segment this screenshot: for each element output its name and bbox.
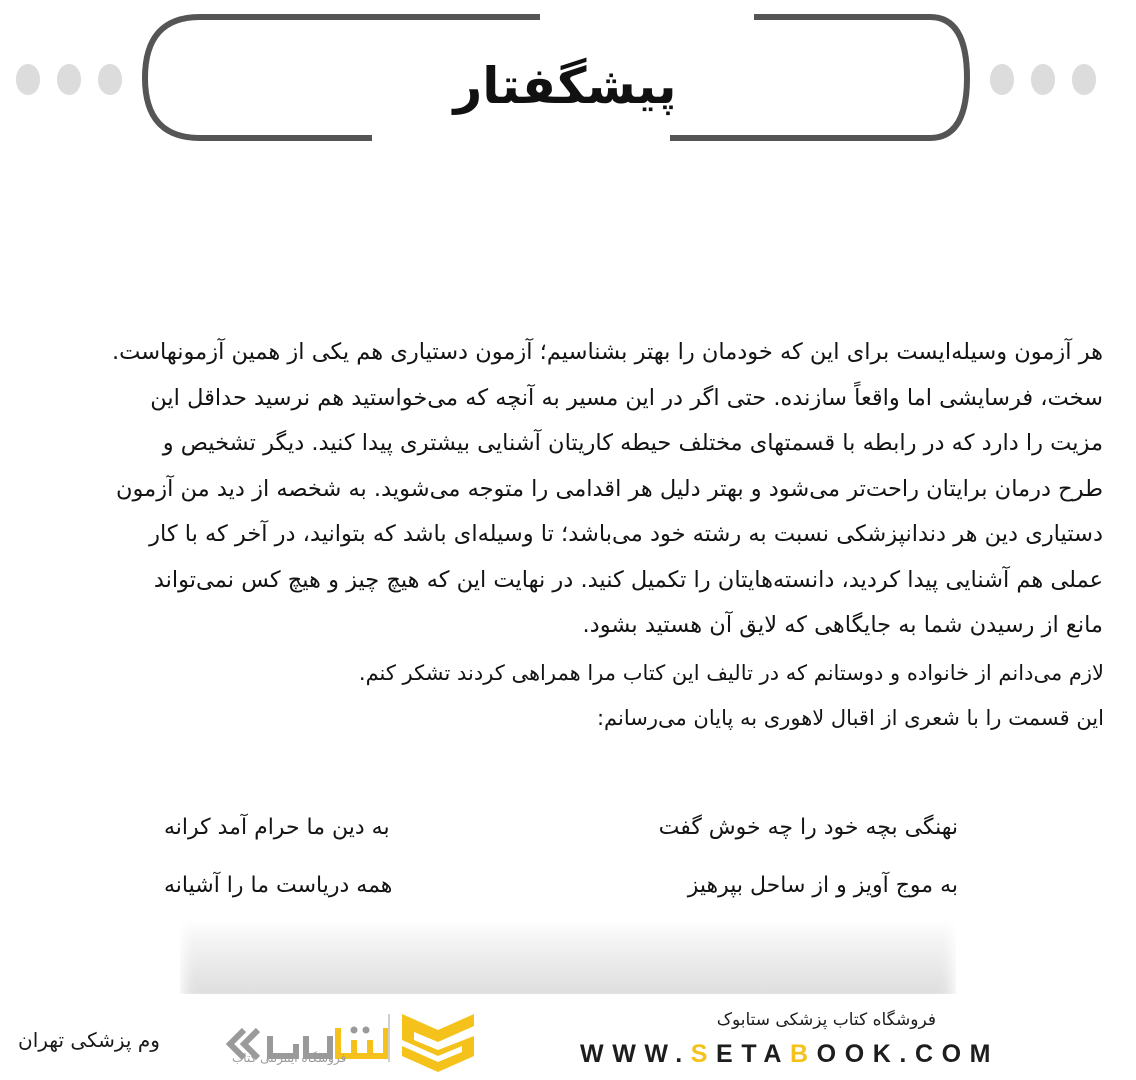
url-part: WWW. (580, 1040, 691, 1068)
url-part: ETA (716, 1040, 790, 1068)
page-title: پیشگفتار (453, 57, 677, 115)
store-url-link[interactable] (580, 1040, 999, 1069)
setabook-emblem-icon (400, 1010, 476, 1074)
url-accent-letter: B (790, 1040, 817, 1068)
poem-intro-text: این قسمت را با شعری از اقبال لاهوری به پایان می‌رسانم: (596, 706, 1104, 730)
text-line: عملی هم آشنایی پیدا کردید، دانسته‌هایتان را تکمیل کنید. در نهایت این که هیچ چیز و هیچ کس نمی‌تواند (153, 566, 1103, 593)
decorative-dots-right (990, 64, 1096, 95)
footer-left-text: وم پزشکی تهران (18, 1028, 160, 1052)
acknowledgement-text: لازم می‌دانم از خانواده و دوستانم که در تالیف این کتاب مرا همراهی کردند تشکر کنم. (358, 661, 1104, 685)
dot-icon (1031, 64, 1055, 95)
dot-icon (1072, 64, 1096, 95)
text-line: طرح درمان برایتان راحت‌تر می‌شود و بهتر دلیل هر اقدامی را متوجه می‌شوید. به شخصه از دید من آزمون (116, 475, 1103, 502)
url-accent-letter: S (690, 1040, 717, 1068)
text-line: مانع از رسیدن شما به جایگاهی که لایق آن هستید بشود. (582, 612, 1103, 638)
preface-paragraph (18, 330, 1103, 649)
poem-hemistich-first: به موج آویز و از ساحل بپرهیز (687, 872, 958, 898)
store-name: فروشگاه کتاب پزشکی ستابوک (716, 1010, 936, 1030)
text-line: سخت، فرسایشی اما واقعاً سازنده. حتی اگر در این مسیر به آنچه که می‌خواستید هم نرسید حداقل این (150, 384, 1103, 411)
acknowledgement-block (104, 651, 1104, 741)
setabook-wordmark-icon (222, 1012, 402, 1076)
footer-divider (388, 1014, 390, 1062)
poem (140, 798, 970, 914)
chapter-header (0, 0, 1136, 160)
text-line: دستیاری دین هر دندانپزشکی نسبت به رشته خود می‌باشد؛ تا وسیله‌ای باشد که بتوانید، در آخر که با کار (149, 521, 1103, 547)
publisher-footer (0, 994, 1136, 1080)
brand-subtitle: فروشگاه اینترنتی کتاب (232, 1051, 347, 1065)
poem-hemistich-second: به دین ما حرام آمد کرانه (164, 814, 390, 840)
poem-hemistich-second: همه دریاست ما را آشیانه (164, 872, 393, 898)
poem-hemistich-first: نهنگی بچه خود را چه خوش گفت (658, 814, 958, 840)
text-line: هر آزمون وسیله‌ایست برای این که خودمان را بهتر بشناسیم؛ آزمون دستیاری هم یکی از همین آزمونهاست. (111, 339, 1103, 365)
poem-verse (140, 798, 970, 856)
cropped-shaded-block (180, 920, 956, 994)
url-part: OOK.COM (816, 1040, 1000, 1068)
poem-verse (140, 856, 970, 914)
text-line: مزیت را دارد که در رابطه با قسمتهای مختلف حیطه کاریتان آشنایی بیشتری پیدا کنید. دیگر تشخیص و (162, 430, 1103, 456)
dot-icon (990, 64, 1014, 95)
